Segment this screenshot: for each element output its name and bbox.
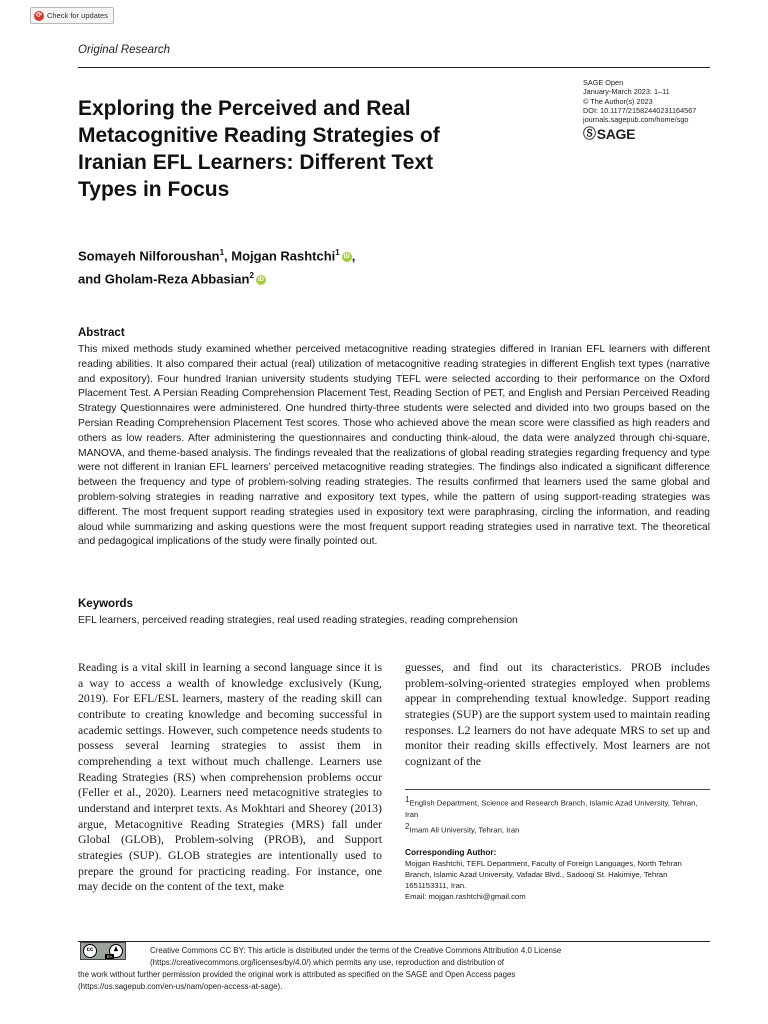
by-label: BY bbox=[107, 954, 113, 959]
affiliations bbox=[405, 794, 710, 836]
corresponding-author-email[interactable]: Email: mojgan.rashtchi@gmail.com bbox=[405, 892, 526, 901]
author-name[interactable]: and Gholam-Reza Abbasian bbox=[78, 271, 250, 287]
journal-info bbox=[583, 78, 743, 142]
journal-issue: January-March 2023: 1–11 bbox=[583, 87, 670, 97]
author-name[interactable]: Mojgan Rashtchi bbox=[231, 248, 336, 264]
affiliation-2 bbox=[405, 821, 710, 836]
orcid-icon[interactable]: iD bbox=[257, 277, 264, 284]
update-icon: ⟳ bbox=[34, 11, 44, 21]
article-title: Exploring the Perceived and Real Metacognitive Reading Strategies of Iranian EFL Learners: Different Text Types in Focus bbox=[78, 97, 440, 201]
affiliation-mark: 1 bbox=[405, 795, 410, 804]
affiliation-1 bbox=[405, 794, 710, 820]
affiliation-text: Imam Ali University, Tehran, Iran bbox=[409, 825, 520, 835]
header-divider bbox=[78, 67, 710, 68]
license-line-1: Creative Commons CC BY: This article is distributed under the terms of the Creative Commons Attribution 4.0 License bbox=[150, 946, 562, 955]
corresponding-author-heading: Corresponding Author: bbox=[405, 847, 497, 857]
check-for-updates-badge[interactable] bbox=[30, 7, 114, 24]
author-affiliation-mark: 2 bbox=[249, 271, 254, 281]
cc-icon: cc bbox=[83, 944, 97, 958]
sage-logo bbox=[583, 126, 743, 142]
license-url-line[interactable]: (https://creativecommons.org/licenses/by/4.0/) which permits any use, reproduction and distribution of bbox=[150, 958, 504, 968]
corresponding-author bbox=[405, 846, 710, 902]
creative-commons-logo[interactable] bbox=[80, 942, 126, 960]
author-affiliation-mark: 1 bbox=[219, 248, 225, 257]
author-affiliation-mark: 1 bbox=[335, 248, 340, 257]
journal-doi[interactable]: DOI: 10.1177/21582440231164567 bbox=[583, 105, 697, 115]
author-list: Somayeh Nilforoushan$^1$, Mojgan Rashtchi$^1$ iD , and Gholam-Reza Abbasian$^2$ iD bbox=[78, 248, 356, 287]
license-line-3: the work without further permission provided the original work is attributed as specified on the SAGE and Open Access pages bbox=[78, 970, 516, 980]
license-notice bbox=[78, 945, 710, 993]
orcid-icon[interactable]: iD bbox=[343, 253, 350, 260]
attribution-person-icon: ♟ bbox=[109, 944, 123, 958]
license-divider bbox=[78, 941, 710, 942]
sage-logo-text: SAGE bbox=[596, 126, 636, 143]
article-type-label: Original Research bbox=[78, 44, 171, 56]
body-text-left-column: Reading is a vital skill in learning a second language since it is a way to access a wealth of knowledge exclusively (Kung, 2019). For EFL/ESL learners, mastery of the reading skill can contribute to creating knowledge and becoming successful in academic settings. However, such competence needs students to possess several learning strategies to assist them in comprehending a text without much challenge. Learners use Reading Strategies (RS) when comprehension problems occur (Feller et al., 2020). Learners need metacognitive strategies to understand and interpret texts. As Mokhtari and Sheorey (2013) argue, Metacognitive Reading Strategies (MRS) fall under Global (GLOB), Problem-solving (PROB), and Support strategies (SUP). GLOB strategies are intentionally used to prepare the ground for practicing reading. For instance, one may decide on the content of the text, make bbox=[78, 660, 382, 894]
affiliation-text: English Department, Science and Research Branch, Islamic Azad University, Tehran, Iran bbox=[405, 798, 698, 819]
check-for-updates-label: Check for updates bbox=[47, 11, 108, 20]
author-name[interactable]: Somayeh Nilforoushan bbox=[78, 248, 220, 264]
journal-copyright: © The Author(s) 2023 bbox=[583, 96, 653, 106]
license-line-4[interactable]: (https://us.sagepub.com/en-us/nam/open-access-at-sage). bbox=[78, 982, 283, 992]
journal-name: SAGE Open bbox=[583, 78, 624, 87]
body-text-right-column: guesses, and find out its characteristics. PROB includes problem-solving-oriented strategies employed when problems appear in comprehending textual knowledge. Support reading strategies (SUP) are the support system used to maintain reading responses. L2 learners do not have adequate MRS to set up and monitor their reading skills effectively. Most learners are not cognizant of the bbox=[405, 660, 711, 768]
keywords-heading: Keywords bbox=[78, 598, 133, 610]
footnote-divider bbox=[405, 789, 710, 790]
journal-url[interactable]: journals.sagepub.com/home/sgo bbox=[583, 115, 689, 125]
affiliation-mark: 2 bbox=[405, 821, 410, 831]
corresponding-author-address: Mojgan Rashtchi, TEFL Department, Faculty of Foreign Languages, North Tehran Branch, Islamic Azad University, Vafadar Blvd., Sadooqi St. Hakimiye, Tehran 1651153311, Iran. bbox=[405, 859, 682, 890]
abstract-text: This mixed methods study examined whether perceived metacognitive reading strategies differed in Iranian EFL learners with different reading abilities. It also compared their actual (real) utilization of metacognitive reading strategies in different English text types (narrative and expository). Four hundred Iranian university students studying TEFL were selected according to their performance on the Oxford Placement Test. A Persian Reading Comprehension Placement Test, Reading Section of PET, and English and Persian Perceived Reading Strategy Questionnaires were administered. One hundred thirty-three students were selected and divided into two groups based on the Persian Reading Comprehension Placement Test scores. Those who achieved above the mean score were classified as high readers and others as low readers. After administering the questionnaires and conducting think-aloud, the data were analyzed through chi-square, MANOVA, and theme-based analysis. The findings revealed that the realizations of global reading strategies regarding frequency and type were not different in Iranian EFL learners’ perceived metacognitive reading strategies. The findings also indicated a significant difference between the frequency and type of problem-solving reading strategies. The results confirmed that learners used the same global and problem-solving strategies in reading narrative and expository text types, while the pattern of using support-reading strategies was different. The most frequent support reading strategies used in expository text were paraphrasing, circling the information, and reading aloud while summarizing and asking questions were the most frequent support reading strategies used in narrative text. The theoretical and pedagogical implications of the study were finally pointed out. bbox=[78, 344, 710, 548]
sage-s-icon: Ⓢ bbox=[583, 126, 596, 142]
keywords-text: EFL learners, perceived reading strategies, real used reading strategies, reading comprehension bbox=[78, 615, 518, 626]
abstract-heading: Abstract bbox=[78, 327, 125, 339]
